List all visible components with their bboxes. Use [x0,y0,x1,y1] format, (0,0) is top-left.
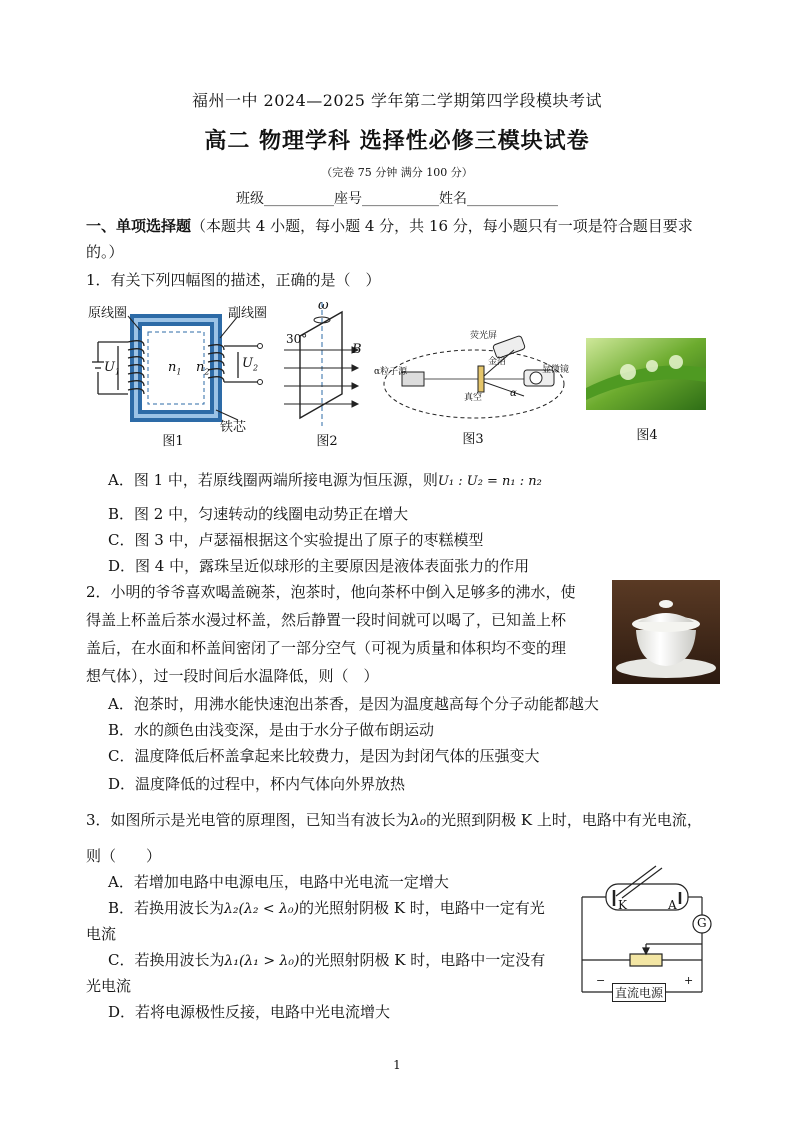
q1-option-a[interactable]: A．图 1 中，若原线圈两端所接电源为恒压源，则U₁ : U₂ = n₁ : n₂ [108,471,542,489]
fig1-n1-label: $n_1$ [168,360,182,377]
fig1-n2-label: $n_2$ [196,360,210,377]
fig3-vacuum-label: 真空 [464,393,483,403]
page-number: 1 [393,1058,401,1072]
q2-teacup-photo [612,580,720,684]
fig2-rotating-coil [282,298,372,453]
fig2-angle-label: 30° [286,332,308,346]
q2-stem-3: 盖后，在水面和杯盖间密闭了一部分空气（可视为质量和体积均不变的理 [86,639,567,657]
circuit-anode-label: A [668,898,677,912]
fig2-omega-label: ω [318,298,329,313]
circuit-dc-supply-label: 直流电源 [612,983,666,1002]
fig1-core-label: 铁芯 [220,420,247,435]
fig2-field-label: B [352,342,362,357]
fig3-alpha-scattering [374,326,574,454]
fig1-secondary-label: 副线圈 [228,306,268,321]
fig1-u2-label: $U_2$ [242,356,259,373]
q2-stem-4: 想气体），过一段时间后水温降低，则（ ） [86,667,379,685]
q2-option-a[interactable]: A．泡茶时，用沸水能快速泡出茶香，是因为温度越高每个分子动能都越大 [108,695,599,713]
school-exam-line: 福州一中 2024—2025 学年第二学期第四学段模块考试 [191,91,603,110]
q3-option-c[interactable]: C．若换用波长为λ₁(λ₁ > λ₀)的光照射阴极 K 时，电路中一定没有 [108,951,546,969]
circuit-plus-label: + [684,974,694,987]
circuit-cathode-label: K [618,898,627,912]
q1-stem: 1．有关下列四幅图的描述，正确的是（ ） [86,271,381,289]
fig3-source-label: α粒子源 [374,367,408,377]
fig3-alpha-label: α [510,388,517,399]
fig1-primary-label: 原线圈 [88,306,128,321]
q2-stem-1: 2．小明的爷爷喜欢喝盖碗茶，泡茶时，他向茶杯中倒入足够多的沸水，使 [86,583,576,601]
fig4-dewdrops-photo [586,338,706,454]
exam-subtitle: （完卷 75 分钟 满分 100 分） [321,166,473,179]
circuit-minus-label: − [596,974,606,987]
fig4-caption: 图4 [636,428,658,443]
q1-option-c[interactable]: C．图 3 中，卢瑟福根据这个实验提出了原子的枣糕模型 [108,531,484,549]
fig3-foil-label: 金箔 [488,357,507,367]
q3-option-a[interactable]: A．若增加电路中电源电压，电路中光电流一定增大 [108,873,449,891]
fig3-caption: 图3 [462,432,484,447]
q3-option-b-cont: 电流 [86,925,117,943]
q3-option-c-cont: 光电流 [86,977,132,995]
q2-stem-2: 得盖上杯盖后茶水漫过杯盖，然后静置一段时间就可以喝了，已知盖上杯 [86,611,567,629]
fig1-caption: 图1 [162,434,184,449]
q2-option-b[interactable]: B．水的颜色由浅变深，是由于水分子做布朗运动 [108,721,435,739]
student-info-fields: 班级__________座号___________姓名_____________ [236,191,558,207]
circuit-galvanometer-label: G [697,916,707,930]
fig1-transformer [88,302,293,452]
section-1-heading-line [86,216,693,236]
q3-option-d[interactable]: D．若将电源极性反接，电路中光电流增大 [108,1003,391,1021]
section-1-heading: 一、单项选择题 [86,217,192,235]
fig1-u1-label: $U_1$ [104,360,121,377]
fig2-caption: 图2 [316,434,338,449]
q1-option-b[interactable]: B．图 2 中，匀速转动的线圈电动势正在增大 [108,505,409,523]
q2-option-d[interactable]: D．温度降低的过程中，杯内气体向外界放热 [108,775,406,793]
q3-option-b[interactable]: B．若换用波长为λ₂(λ₂ < λ₀)的光照射阴极 K 时，电路中一定有光 [108,899,545,917]
q3-phototube-circuit [576,860,716,1000]
page-title: 高二 物理学科 选择性必修三模块试卷 [204,128,590,154]
section-1-desc-cont: 的。） [86,243,124,261]
q1-option-d[interactable]: D．图 4 中，露珠呈近似球形的主要原因是液体表面张力的作用 [108,557,530,575]
section-1-desc: （本题共 4 小题，每小题 4 分，共 16 分，每小题只有一项是符合题目要求 [191,217,693,235]
q3-stem-2: 则（ ） [86,847,162,865]
fig3-screen-label: 荧光屏 [470,331,498,341]
fig3-microscope-label: 显微镜 [542,365,570,375]
q3-stem-1: 3．如图所示是光电管的原理图，已知当有波长为λ₀的光照到阴极 K 上时，电路中有光电流， [86,811,702,829]
q2-option-c[interactable]: C．温度降低后杯盖拿起来比较费力，是因为封闭气体的压强变大 [108,747,540,765]
